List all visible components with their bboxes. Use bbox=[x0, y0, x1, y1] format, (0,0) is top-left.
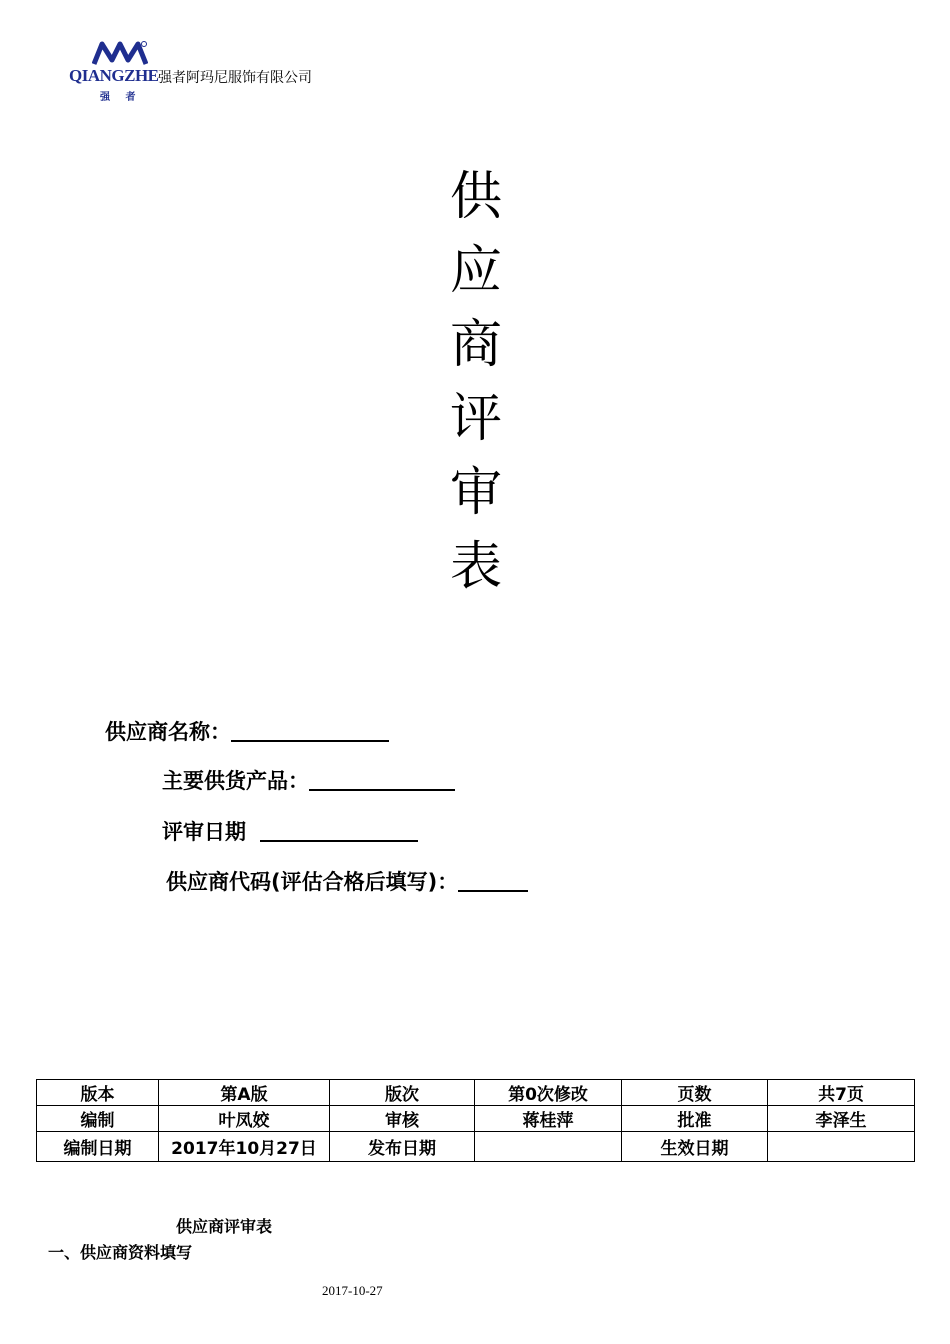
table-cell: 第A版 bbox=[159, 1080, 330, 1106]
supplier-code-label: 供应商代码(评估合格后填写)： bbox=[166, 870, 459, 894]
main-products-label: 主要供货产品： bbox=[162, 769, 309, 793]
title-char: 应 bbox=[449, 241, 502, 301]
table-cell bbox=[768, 1132, 915, 1162]
supplier-name-field[interactable] bbox=[105, 716, 389, 746]
document-title bbox=[444, 160, 508, 604]
table-cell: 生效日期 bbox=[622, 1132, 768, 1162]
logo-subtext: 强 者 bbox=[100, 92, 142, 103]
company-name: 强者阿玛尼服饰有限公司 bbox=[158, 70, 312, 86]
table-cell: 版次 bbox=[330, 1080, 475, 1106]
supplier-name-label: 供应商名称： bbox=[105, 720, 231, 744]
review-date-label: 评审日期 bbox=[162, 820, 246, 844]
table-row bbox=[37, 1080, 915, 1106]
title-char: 表 bbox=[449, 537, 502, 597]
table-cell: 页数 bbox=[622, 1080, 768, 1106]
review-date-blank[interactable] bbox=[260, 839, 418, 842]
supplier-code-field[interactable] bbox=[166, 866, 528, 896]
logo-mark-icon bbox=[92, 40, 148, 68]
table-cell: 审核 bbox=[330, 1106, 475, 1132]
form-subtitle: 供应商评审表 bbox=[176, 1217, 273, 1236]
table-cell: 发布日期 bbox=[330, 1132, 475, 1162]
review-date-field[interactable] bbox=[162, 816, 418, 846]
company-logo bbox=[66, 40, 166, 106]
footer-date: 2017-10-27 bbox=[322, 1283, 383, 1298]
table-cell: 共7页 bbox=[768, 1080, 915, 1106]
table-row bbox=[37, 1106, 915, 1132]
table-cell: 编制 bbox=[37, 1106, 159, 1132]
table-cell: 李泽生 bbox=[768, 1106, 915, 1132]
section-heading: 一、供应商资料填写 bbox=[48, 1243, 193, 1262]
logo-text: QIANGZHE bbox=[69, 66, 159, 85]
title-char: 审 bbox=[449, 463, 502, 523]
table-cell bbox=[475, 1132, 622, 1162]
table-cell: 叶凤姣 bbox=[159, 1106, 330, 1132]
title-char: 供 bbox=[449, 167, 502, 227]
table-row bbox=[37, 1132, 915, 1162]
supplier-code-blank[interactable] bbox=[458, 889, 528, 892]
table-cell: 版本 bbox=[37, 1080, 159, 1106]
document-control-table bbox=[36, 1079, 915, 1162]
table-cell: 第0次修改 bbox=[475, 1080, 622, 1106]
table-cell: 蒋桂萍 bbox=[475, 1106, 622, 1132]
main-products-field[interactable] bbox=[162, 765, 455, 795]
table-cell: 编制日期 bbox=[37, 1132, 159, 1162]
supplier-name-blank[interactable] bbox=[231, 739, 389, 742]
main-products-blank[interactable] bbox=[309, 788, 455, 791]
table-cell: 2017年10月27日 bbox=[159, 1132, 330, 1162]
title-char: 商 bbox=[449, 315, 502, 375]
title-char: 评 bbox=[449, 389, 502, 449]
table-cell: 批准 bbox=[622, 1106, 768, 1132]
